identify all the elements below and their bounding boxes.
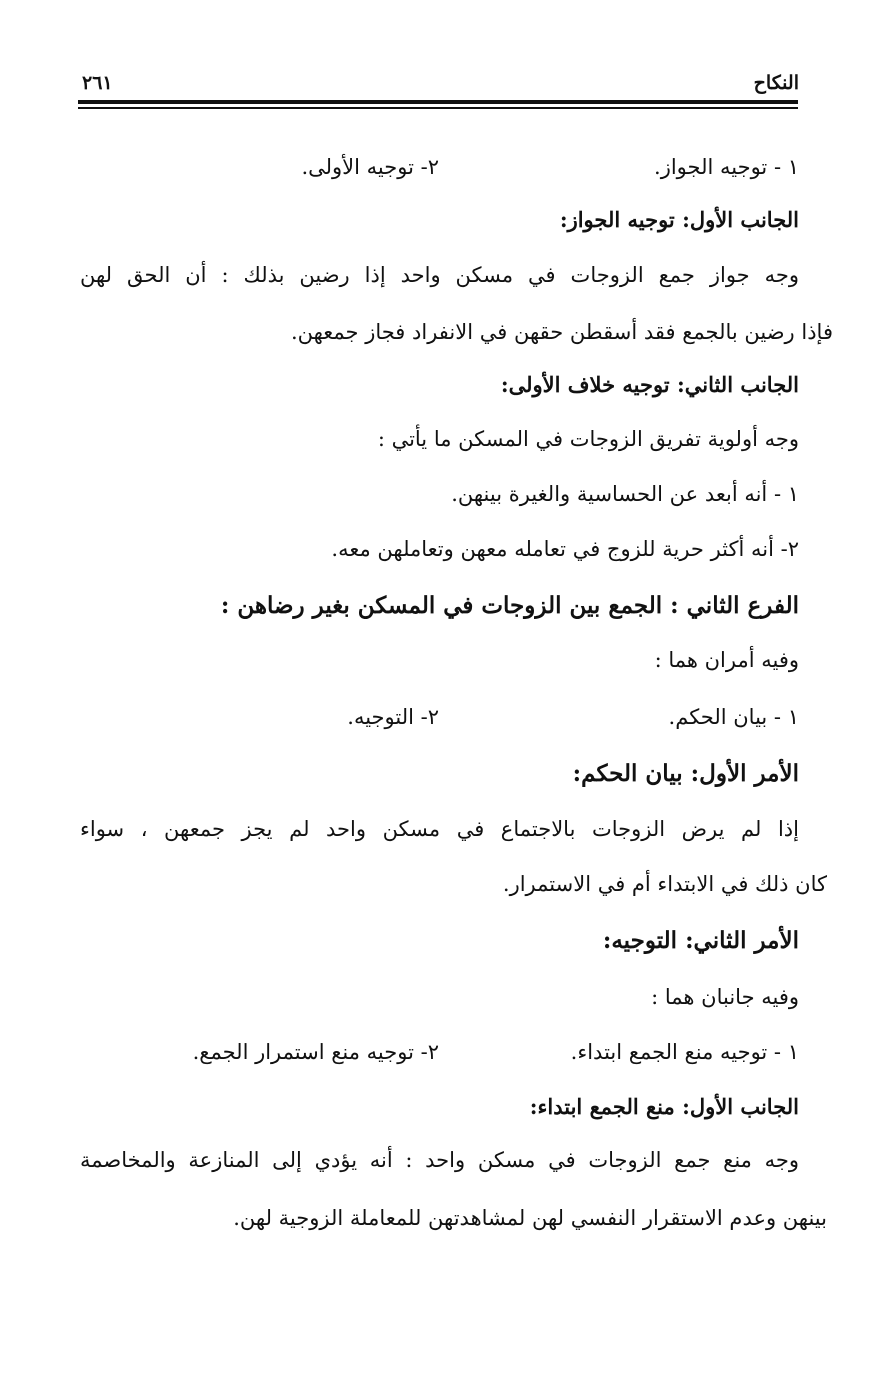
header-rule-thick <box>78 100 798 104</box>
list3-item2: ٢- توجيه منع استمرار الجمع. <box>192 1040 439 1064</box>
list1-item2: ٢- توجيه الأولى. <box>301 155 439 179</box>
heading-prevent-initial: الجانب الأول: منع الجمع ابتداء: <box>529 1094 799 1119</box>
list1-item1: ١ - توجيه الجواز. <box>654 155 799 179</box>
para1-line2: فإذا رضين بالجمع فقد أسقطن حقهن في الانفراد فجاز جمعهن. <box>290 320 833 344</box>
list2-item2: ٢- التوجيه. <box>347 705 439 729</box>
para2: وجه أولوية تفريق الزوجات في المسكن ما يأتي : <box>377 427 799 451</box>
para2-item1: ١ - أنه أبعد عن الحساسية والغيرة بينهن. <box>451 482 799 506</box>
heading-ruling: الأمر الأول: بيان الحكم: <box>572 760 799 787</box>
para4-line1: إذا لم يرض الزوجات بالاجتماع في مسكن واحد لم يجز جمعهن ، سواء <box>80 817 799 841</box>
para6-line2: بينهن وعدم الاستقرار النفسي لهن لمشاهدتهن للمعاملة الزوجية لهن. <box>233 1206 827 1230</box>
heading-preference: الجانب الثاني: توجيه خلاف الأولى: <box>500 372 799 397</box>
running-header-title: النكاح <box>753 72 799 94</box>
list3-item1: ١ - توجيه منع الجمع ابتداء. <box>570 1040 799 1064</box>
para6-line1: وجه منع جمع الزوجات في مسكن واحد : أنه يؤدي إلى المنازعة والمخاصمة <box>80 1148 799 1172</box>
para5: وفيه جانبان هما : <box>651 985 799 1009</box>
para3: وفيه أمران هما : <box>654 648 799 672</box>
header-rule-thin <box>78 107 798 109</box>
page-number: ٢٦١ <box>82 72 113 94</box>
para4-line2: كان ذلك في الابتداء أم في الاستمرار. <box>502 872 827 896</box>
heading-justification: الأمر الثاني: التوجيه: <box>602 927 799 954</box>
list2-item1: ١ - بيان الحكم. <box>668 705 799 729</box>
para2-item2: ٢- أنه أكثر حرية للزوج في تعامله معهن وتعاملهن معه. <box>331 537 799 561</box>
heading-permissibility: الجانب الأول: توجيه الجواز: <box>559 207 799 232</box>
para1-line1: وجه جواز جمع الزوجات في مسكن واحد إذا رضين بذلك : أن الحق لهن <box>80 263 799 287</box>
section-heading: الفرع الثاني : الجمع بين الزوجات في المسكن بغير رضاهن : <box>220 592 799 619</box>
